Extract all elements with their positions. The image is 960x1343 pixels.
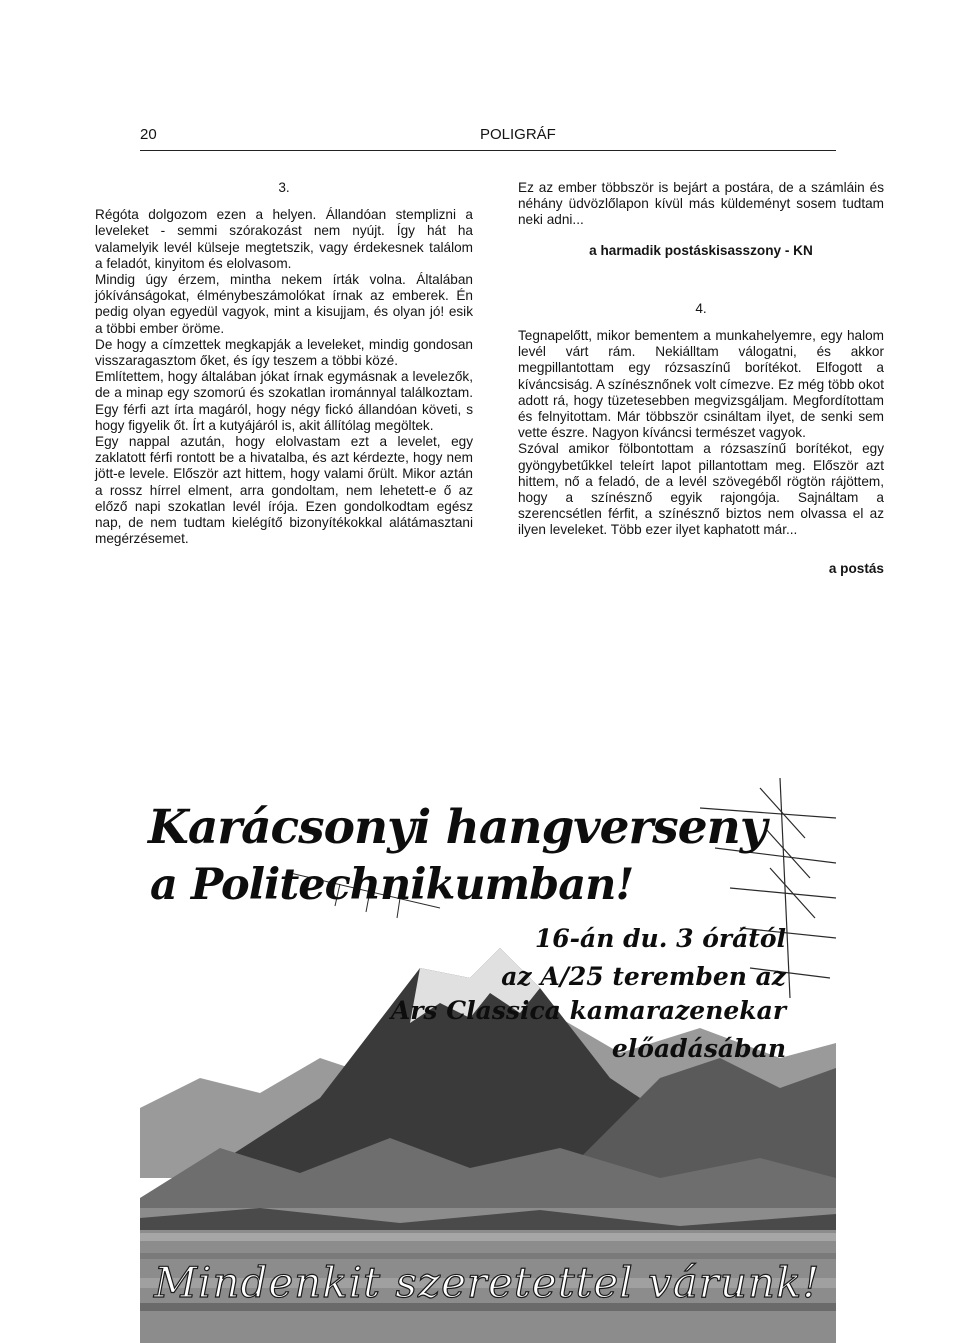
story-paragraph: Ez az ember többször is bejárt a postára, de a számláin és néhány üdvözlőlapon kívül más küldeményt sosem tudtam neki adni... <box>518 180 884 228</box>
poster-performer: Ars Classica kamarazenekar <box>390 996 786 1025</box>
story-paragraph: Régóta dolgozom ezen a helyen. Állandóan stemplizni a leveleket - semmi szórakozást nem nyújt. Így hát ha valamelyik levél külseje megtetszik, vagy érdekesnek találom a feladót, kinyitom és elolvasom. <box>95 207 473 271</box>
author-signature: a harmadik postáskisasszony - KN <box>589 242 813 258</box>
poster-title: a Politechnikumban! <box>150 860 634 910</box>
poster-performer: előadásában <box>611 1034 786 1063</box>
section-number-4: 4. <box>695 300 707 316</box>
story-paragraph: Egy nappal azután, hogy elolvastam ezt a levelet, egy zaklatott férfi rontott be a hivatalba, és azt kérdezte, hogy nem jött-e levele. Először azt hittem, hogy valami őrült. Mikor aztán a rossz hírrel elment, arra gondoltam, nem lehetett-e ő az előző napi szokatlan levél írója. Ezen gondolkodtam egész nap, de nem tudtam kielégítő bizonyítékokkal alátámasztani megérzésemet. <box>95 434 473 547</box>
right-column <box>518 180 884 577</box>
section-number-3: 3. <box>278 180 290 195</box>
running-title: POLIGRÁF <box>480 126 556 143</box>
story-paragraph: Említettem, hogy általában jókat írnak egymásnak a levelezők, de a minap egy szomorú és szokatlan irománnyal találkoztam. Egy férfi azt írta magáról, hogy négy fickó állandóan követi, s hogy figyelik őt. Írt a kutyájáról is, akit állítólag megöltek. <box>95 369 473 433</box>
story-paragraph: De hogy a címzettek megkapják a leveleket, mindig gondosan visszaragasztom őket, és így teszem a többi közé. <box>95 336 473 369</box>
poster-event-room: az A/25 teremben az <box>501 962 786 991</box>
story-paragraph: Szóval amikor fölbontottam a rózsaszínű borítékot, egy gyöngybetűkkel teleírt lapot pillantottam meg. Először azt hittem, nő a feladó, de a levél szövegéből rögtön rájöttem, hogy a színésznő egyik rajongója. Sajnáltam a szerencsétlen férfit, a színésznő biztos nem olvassa el az ilyen leveleket. Több ezer ilyet kaphatott már... <box>518 441 884 538</box>
page-header <box>140 124 836 151</box>
poster-title: Karácsonyi hangverseny <box>148 800 767 855</box>
concert-poster <box>140 778 836 1343</box>
left-column <box>95 180 473 547</box>
story-paragraph: Mindig úgy érzem, mintha nekem írták volna. Általában jókívánságokat, élménybeszámolókat írnak az emberek. Én pedig olyan egyedül vagyok, mint a kisujjam, és olyan jó! esik a többi ember öröme. <box>95 272 473 336</box>
story-paragraph: Tegnapelőtt, mikor bementem a munkahelyemre, egy halom levél várt rám. Nekiálltam válogatni, és akkor megpillantottam egy rózsaszínű borítékot. Elfogott a kíváncsiság. A színésznőnek volt címezve. Ez még több okot adott rá, hogy tüzetesebben megvizsgáljam. Megfordítottam és felnyitottam. Már többször csináltam ilyet, de senki sem vette észre. Nagyon kíváncsi természet vagyok. <box>518 328 884 441</box>
poster-footer: Mindenkit szeretettel várunk! <box>154 1258 821 1307</box>
author-signature: a postás <box>828 560 884 576</box>
poster-event-time: 16-án du. 3 órától <box>534 924 786 953</box>
page-number: 20 <box>140 126 157 143</box>
